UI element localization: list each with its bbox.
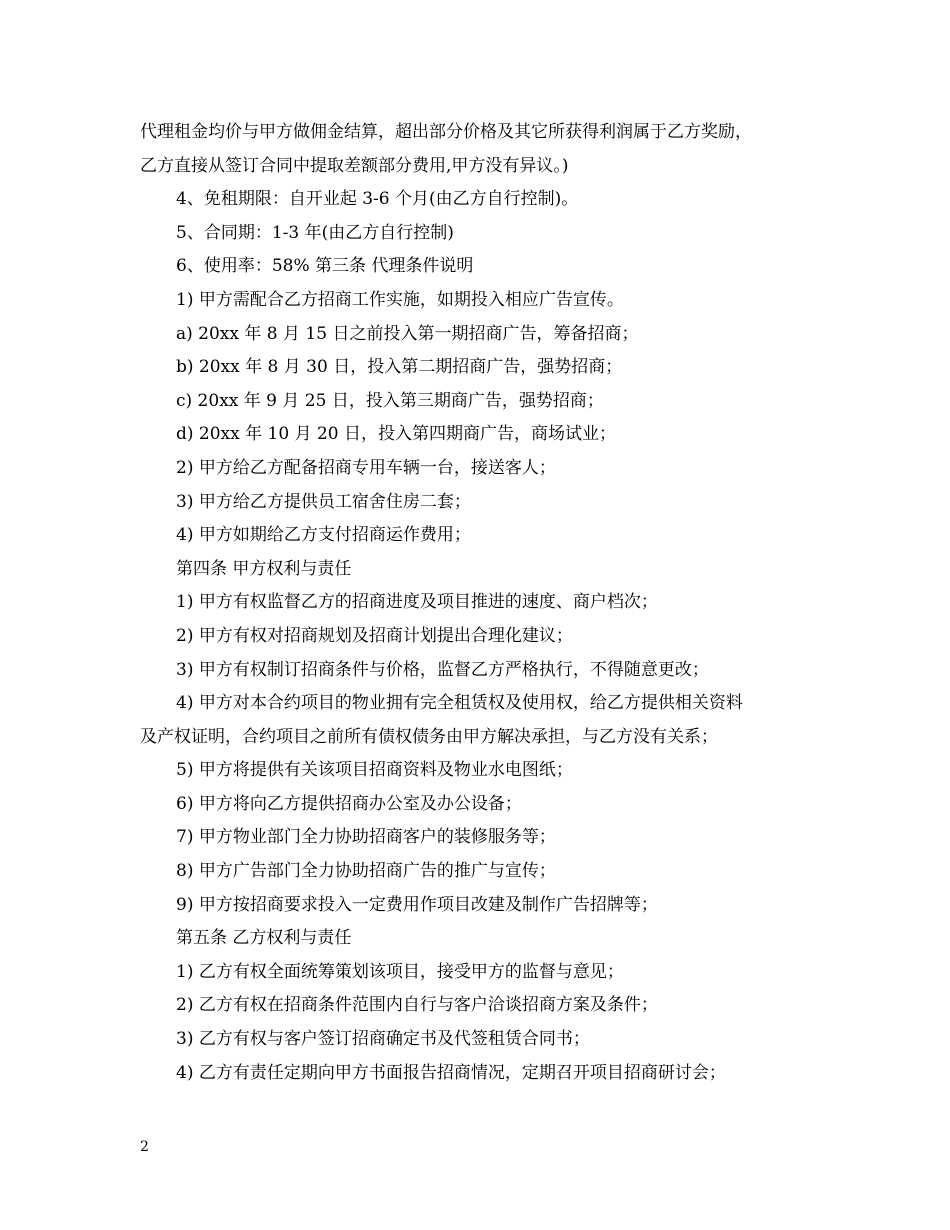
text-line: 第五条 乙方权利与责任 (176, 928, 352, 949)
text-line: 4) 甲方对本合约项目的物业拥有完全租赁权及使用权，给乙方提供相关资料 (176, 693, 743, 714)
text-line: 1) 甲方有权监督乙方的招商进度及项目推进的速度、商户档次； (176, 592, 658, 613)
text-line: 5) 甲方将提供有关该项目招商资料及物业水电图纸； (176, 760, 573, 781)
text-line: 3) 乙方有权与客户签订招商确定书及代签租赁合同书； (176, 1029, 590, 1050)
text-line: 4、免租期限：自开业起 3-6 个月(由乙方自行控制)。 (176, 189, 579, 210)
text-line: 代理租金均价与甲方做佣金结算，超出部分价格及其它所获得利润属于乙方奖励， (140, 122, 752, 142)
text-line: 6、使用率：58% 第三条 代理条件说明 (176, 256, 474, 277)
text-line: d) 20xx 年 10 月 20 日，投入第四期商广告，商场试业； (176, 424, 617, 445)
text-line: 6) 甲方将向乙方提供招商办公室及办公设备； (176, 793, 522, 814)
document-body (140, 116, 820, 1090)
text-line: c) 20xx 年 9 月 25 日，投入第三期商广告，强势招商； (176, 390, 604, 411)
text-line: 乙方直接从签订合同中提取差额部分费用,甲方没有异议。) (140, 155, 569, 176)
text-line: 8) 甲方广告部门全力协助招商广告的推广与宣传； (176, 861, 556, 882)
text-line: 2) 甲方给乙方配备招商专用车辆一台，接送客人； (176, 457, 556, 478)
text-line: 3) 甲方给乙方提供员工宿舍住房二套； (176, 491, 471, 512)
text-line: a) 20xx 年 8 月 15 日之前投入第一期招商广告，筹备招商； (176, 323, 639, 344)
text-line: 1) 乙方有权全面统筹策划该项目，接受甲方的监督与意见； (176, 961, 624, 982)
text-line: 5、合同期：1-3 年(由乙方自行控制) (176, 222, 454, 243)
text-line: 4) 乙方有责任定期向甲方书面报告招商情况，定期召开项目招商研讨会； (176, 1062, 726, 1083)
text-line: 3) 甲方有权制订招商条件与价格，监督乙方严格执行，不得随意更改； (176, 659, 709, 680)
text-line: 及产权证明，合约项目之前所有债权债务由甲方解决承担，与乙方没有关系； (140, 726, 718, 747)
text-line: 7) 甲方物业部门全力协助招商客户的装修服务等； (176, 827, 556, 848)
text-line: 4) 甲方如期给乙方支付招商运作费用； (176, 525, 471, 546)
text-line: b) 20xx 年 8 月 30 日，投入第二期招商广告，强势招商； (176, 357, 623, 378)
text-line: 2) 乙方有权在招商条件范围内自行与客户洽谈招商方案及条件； (176, 995, 658, 1016)
text-line: 1) 甲方需配合乙方招商工作实施，如期投入相应广告宣传。 (176, 289, 624, 310)
page-number: 2 (140, 1139, 149, 1155)
text-line: 2) 甲方有权对招商规划及招商计划提出合理化建议； (176, 625, 573, 646)
text-line: 第四条 甲方权利与责任 (176, 558, 352, 579)
text-line: 9) 甲方按招商要求投入一定费用作项目改建及制作广告招牌等； (176, 894, 658, 915)
